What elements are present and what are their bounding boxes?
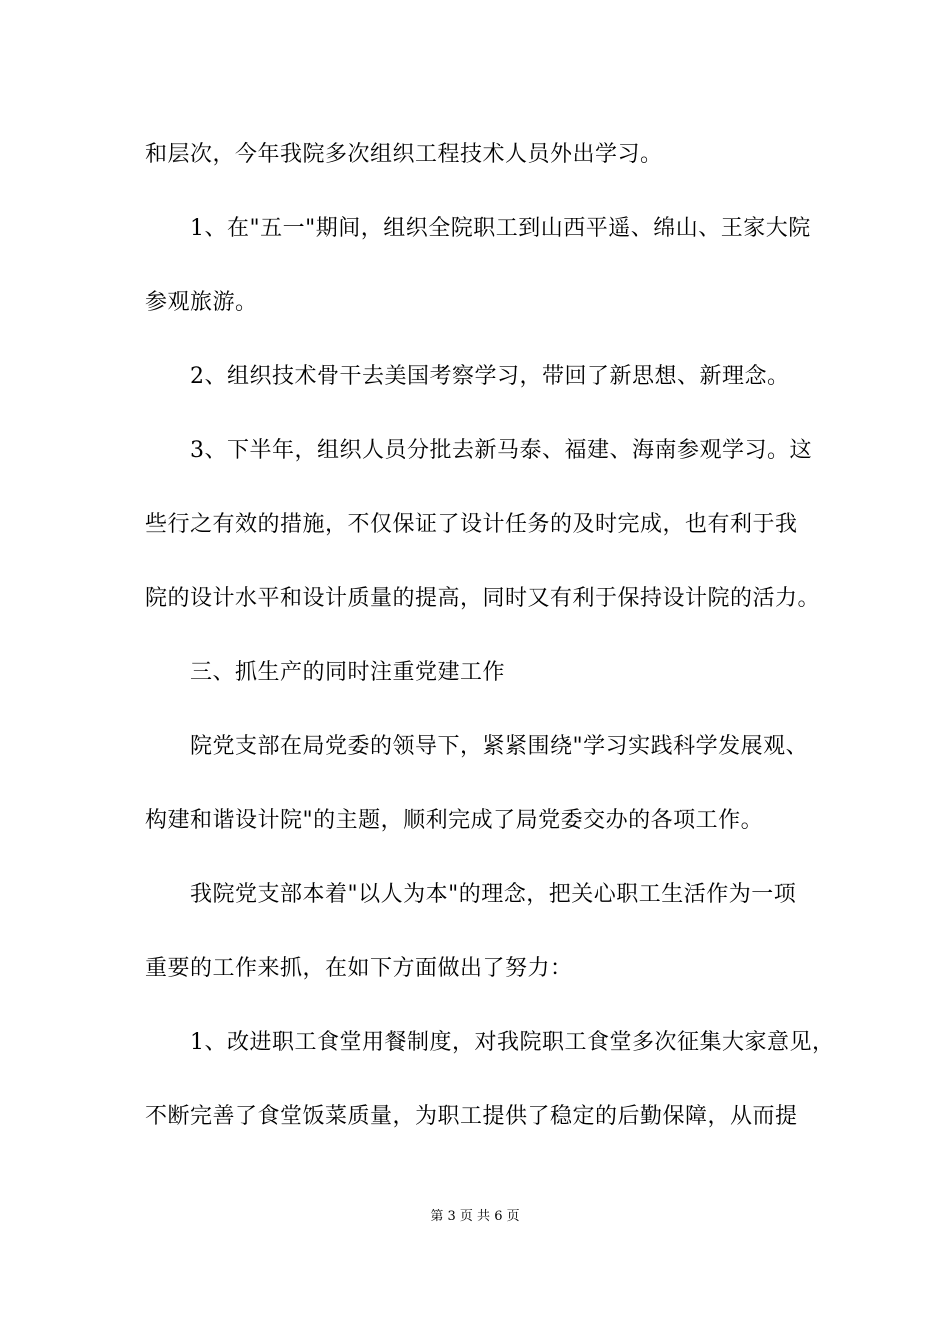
paragraph-line-3: 参观旅游。 — [145, 290, 258, 315]
paragraph-line-7: 院的设计水平和设计质量的提高，同时又有利于保持设计院的活力。 — [145, 586, 821, 611]
paragraph-line-11: 我院党支部本着"以人为本"的理念，把关心职工生活作为一项 — [190, 882, 797, 907]
paragraph-line-1: 和层次，今年我院多次组织工程技术人员外出学习。 — [145, 142, 663, 167]
paragraph-line-6: 些行之有效的措施，不仅保证了设计任务的及时完成，也有利于我 — [145, 512, 798, 537]
paragraph-line-9: 院党支部在局党委的领导下，紧紧围绕"学习实践科学发展观、 — [190, 734, 809, 759]
paragraph-line-14: 不断完善了食堂饭菜质量，为职工提供了稳定的后勤保障，从而提 — [145, 1104, 798, 1129]
page-number-label: 第 3 页 共 6 页 — [430, 1209, 520, 1224]
paragraph-line-4: 2、组织技术骨干去美国考察学习，带回了新思想、新理念。 — [190, 364, 790, 389]
section-heading: 三、抓生产的同时注重党建工作 — [190, 660, 506, 685]
page-footer — [0, 1208, 950, 1226]
paragraph-line-2: 1、在"五一"期间，组织全院职工到山西平遥、绵山、王家大院 — [190, 216, 811, 241]
paragraph-line-12: 重要的工作来抓，在如下方面做出了努力： — [145, 956, 573, 981]
paragraph-line-10: 构建和谐设计院"的主题，顺利完成了局党委交办的各项工作。 — [145, 808, 764, 833]
paragraph-line-5: 3、下半年，组织人员分批去新马泰、福建、海南参观学习。这 — [190, 438, 812, 463]
paragraph-line-13: 1、改进职工食堂用餐制度，对我院职工食堂多次征集大家意见， — [190, 1030, 835, 1055]
